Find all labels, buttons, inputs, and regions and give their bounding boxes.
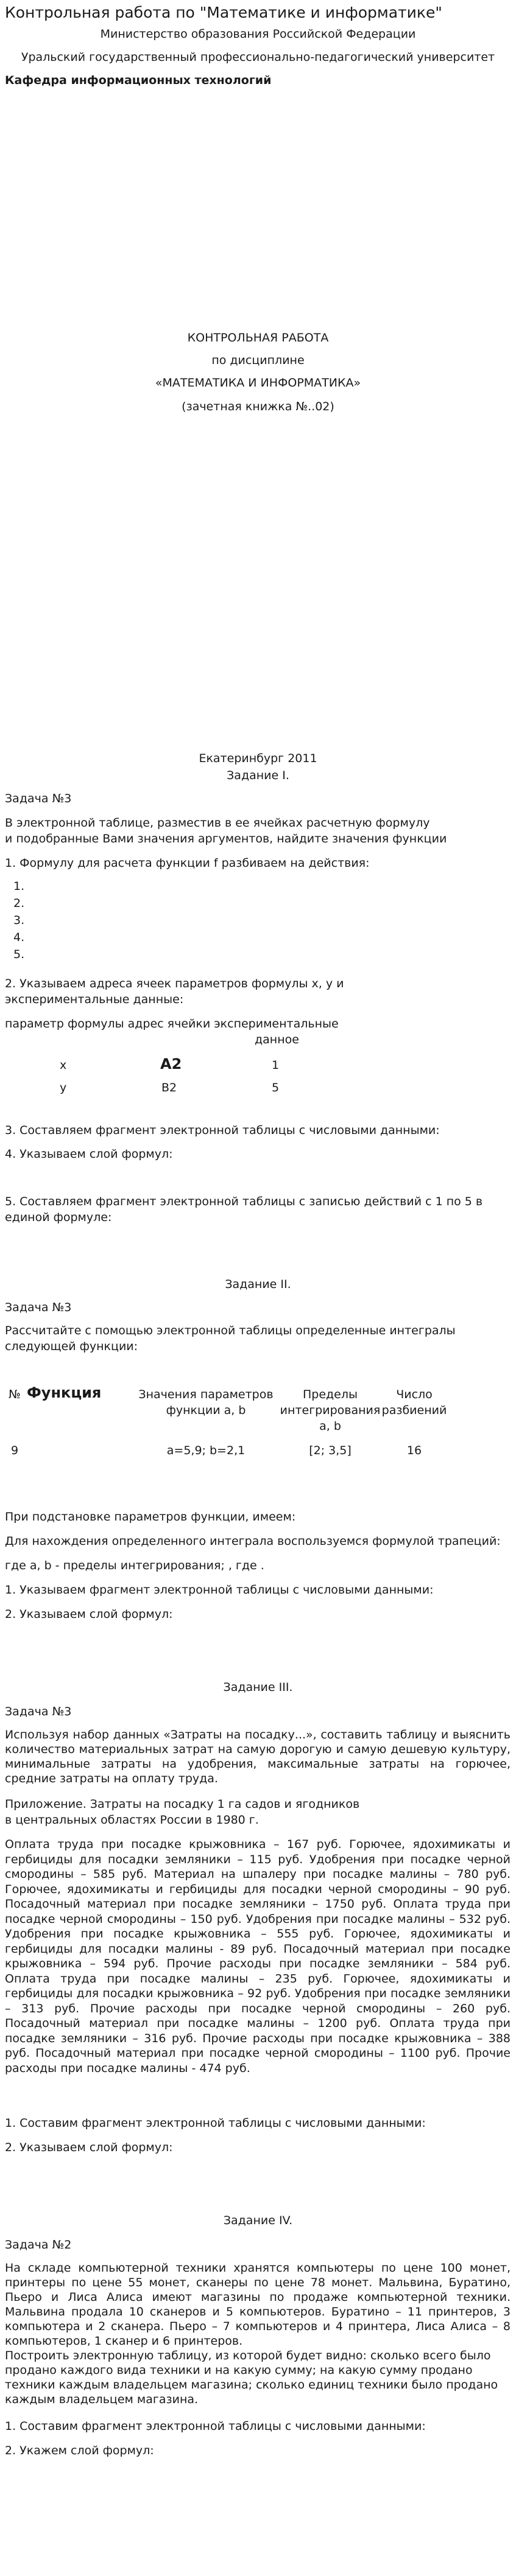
task3-appendix-line1: Приложение. Затраты на посадку 1 га садов и ягодников	[5, 1797, 360, 1811]
table-cell-address: B2	[161, 1081, 177, 1094]
task1-intro-line2: и подобранные Вами значения аргументов, найдите значения функции	[5, 832, 447, 845]
task2-p5: 2. Указываем слой формул:	[5, 1608, 173, 1621]
table-cell-address: A2	[160, 1055, 182, 1073]
task2-p2: Для нахождения определенного интеграла воспользуемся формулой трапеций:	[5, 1535, 501, 1548]
task2-intro-line1: Рассчитайте с помощью электронной таблицы определенные интегралы	[5, 1324, 456, 1337]
task1-step5-line1: 5. Составляем фрагмент электронной таблицы с записью действий с 1 по 5 в	[5, 1195, 483, 1208]
document-title: Контрольная работа по "Математике и информатике"	[5, 4, 442, 21]
cover-title: КОНТРОЛЬНАЯ РАБОТА	[187, 331, 329, 345]
list-item: 4.	[13, 931, 25, 944]
col-function-header: Функция	[27, 1384, 102, 1401]
col-number-header: №	[9, 1388, 21, 1401]
task2-number: Задача №3	[5, 1301, 72, 1314]
table-cell-value: 1	[272, 1059, 280, 1072]
task2-p4: 1. Указываем фрагмент электронной таблицы с числовыми данными:	[5, 1583, 434, 1597]
task3-data-text: Оплата труда при посадке крыжовника – 167 руб. Горючее, ядохимикаты и гербициды для посадки земляники – 115 руб. Удобрения при посадке черной смородины – 585 руб. Материал на шпалеру при посадке малины – 780 руб. Горючее, ядохимикаты и гербициды для посадки черной смородины – 90 руб. Посадочный материал при посадке земляники – 1750 руб. Оплата труда при посадке черной смородины – 150 руб. Удобрения при посадке малины – 532 руб. Удобрения при посадке крыжовника – 555 руб. Горючее, ядохимикаты и гербициды для посадки малины - 89 руб. Посадочный материал при посадке крыжовника – 594 руб. Прочие расходы при посадке земляники – 584 руб. Оплата труда при посадке малины – 235 руб. Горючее, ядохимикаты и гербициды для посадки крыжовника – 92 руб. Удобрения при посадке земляники – 313 руб. Прочие расходы при посадке черной смородины – 260 руб. Посадочный материал при посадке малины – 1200 руб. Оплата труда при посадке земляники – 316 руб. Прочие расходы при посадке крыжовника – 388 руб. Посадочный материал при посадке черной смородины – 1100 руб. Прочие расходы при посадке малины - 474 руб.	[5, 1838, 511, 2075]
table-cell-number: 9	[11, 1444, 19, 1457]
list-item: 3.	[13, 914, 25, 927]
city-year: Екатеринбург 2011	[199, 752, 317, 765]
table-cell-param: x	[60, 1059, 67, 1072]
task1-step3: 3. Составляем фрагмент электронной таблицы с числовыми данными:	[5, 1124, 440, 1137]
department-line: Кафедра информационных технологий	[5, 74, 272, 87]
task4-step2: 2. Укажем слой формул:	[5, 2444, 154, 2457]
task3-step2: 2. Указываем слой формул:	[5, 2141, 173, 2154]
table-cell-count: 16	[406, 1444, 422, 1457]
task1-heading: Задание I.	[227, 769, 289, 782]
col-count-header-cont: разбиений	[381, 1404, 447, 1417]
table-cell-limits: [2; 3,5]	[309, 1444, 352, 1457]
task3-heading: Задание III.	[223, 1681, 293, 1694]
task1-step2-line2: экспериментальные данные:	[5, 993, 184, 1006]
table-cell-value: 5	[272, 1081, 280, 1094]
col-limits-header: Пределы	[302, 1388, 358, 1401]
table-cell-param: y	[60, 1081, 67, 1094]
cover-record-book: (зачетная книжка №..02)	[182, 400, 334, 413]
university-line: Уральский государственный профессионально-педагогический университет	[21, 51, 495, 64]
task2-intro-line2: следующей функции:	[5, 1340, 138, 1353]
task4-heading: Задание IV.	[223, 2214, 293, 2227]
task1-step5-line2: единой формуле:	[5, 1211, 112, 1224]
params-table-header-cont: данное	[255, 1033, 299, 1046]
task1-intro-line1: В электронной таблице, разместив в ее ячейках расчетную формулу	[5, 816, 430, 830]
col-params-header-cont: функции a, b	[166, 1404, 246, 1417]
list-item: 2.	[13, 897, 25, 910]
task3-intro: Используя набор данных «Затраты на посадку...», составить таблицу и выяснить количество материальных затрат на самую дорогую и самую дешевую культуру, минимальные затраты на удобрения, максимальные затраты на горючее, средние затраты на оплату труда.	[5, 1728, 511, 1785]
col-limits-header-cont: интегрирования	[280, 1404, 381, 1417]
task4-step1: 1. Составим фрагмент электронной таблицы с числовыми данными:	[5, 2420, 426, 2433]
task4-number: Задача №2	[5, 2238, 72, 2252]
params-table-header: параметр формулы адрес ячейки экспериментальные	[5, 1017, 339, 1031]
col-limits-header-cont2: a, b	[319, 1419, 341, 1433]
ministry-line: Министерство образования Российской Федерации	[100, 27, 416, 41]
task1-step1: 1. Формулу для расчета функции f разбиваем на действия:	[5, 856, 370, 870]
task2-p3: где a, b - пределы интегрирования; , где .	[5, 1559, 264, 1572]
col-count-header: Число	[396, 1388, 433, 1401]
task1-step2-line1: 2. Указываем адреса ячеек параметров формулы x, y и	[5, 977, 344, 990]
list-item: 1.	[13, 880, 25, 893]
task2-p1: При подстановке параметров функции, имеем:	[5, 1510, 296, 1524]
cover-discipline-label: по дисциплине	[211, 354, 305, 367]
list-item: 5.	[13, 948, 25, 961]
task2-heading: Задание II.	[225, 1278, 291, 1291]
task1-number: Задача №3	[5, 792, 72, 805]
task1-action-list	[5, 878, 24, 963]
task4-intro: На складе компьютерной техники хранятся компьютеры по цене 100 монет, принтеры по цене 55 монет, сканеры по цене 78 монет. Мальвина, Буратино, Пьеро и Лиса Алиса имеют магазины по продаже компьютерной техники. Мальвина продала 10 сканеров и 5 компьютеров. Буратино – 11 принтеров, 3 компьютера и 2 сканера. Пьеро – 7 компьютеров и 4 принтера, Лиса Алиса – 8 компьютеров, 1 сканер и 6 принтеров.	[5, 2261, 511, 2348]
task4-task-text: Построить электронную таблицу, из которой будет видно: сколько всего было продано каждого вида техники и на какую сумму; на какую сумму продано техники каждым владельцем магазина; сколько единиц техники было продано каждым владельцем магазина.	[5, 2349, 498, 2406]
task3-appendix-line2: в центральных областях России в 1980 г.	[5, 1813, 259, 1827]
task3-step1: 1. Составим фрагмент электронной таблицы с числовыми данными:	[5, 2116, 426, 2130]
task1-step4: 4. Указываем слой формул:	[5, 1147, 173, 1161]
col-params-header: Значения параметров	[138, 1388, 274, 1401]
cover-discipline: «МАТЕМАТИКА И ИНФОРМАТИКА»	[155, 376, 361, 390]
table-cell-params: a=5,9; b=2,1	[166, 1444, 246, 1457]
task3-number: Задача №3	[5, 1705, 72, 1718]
